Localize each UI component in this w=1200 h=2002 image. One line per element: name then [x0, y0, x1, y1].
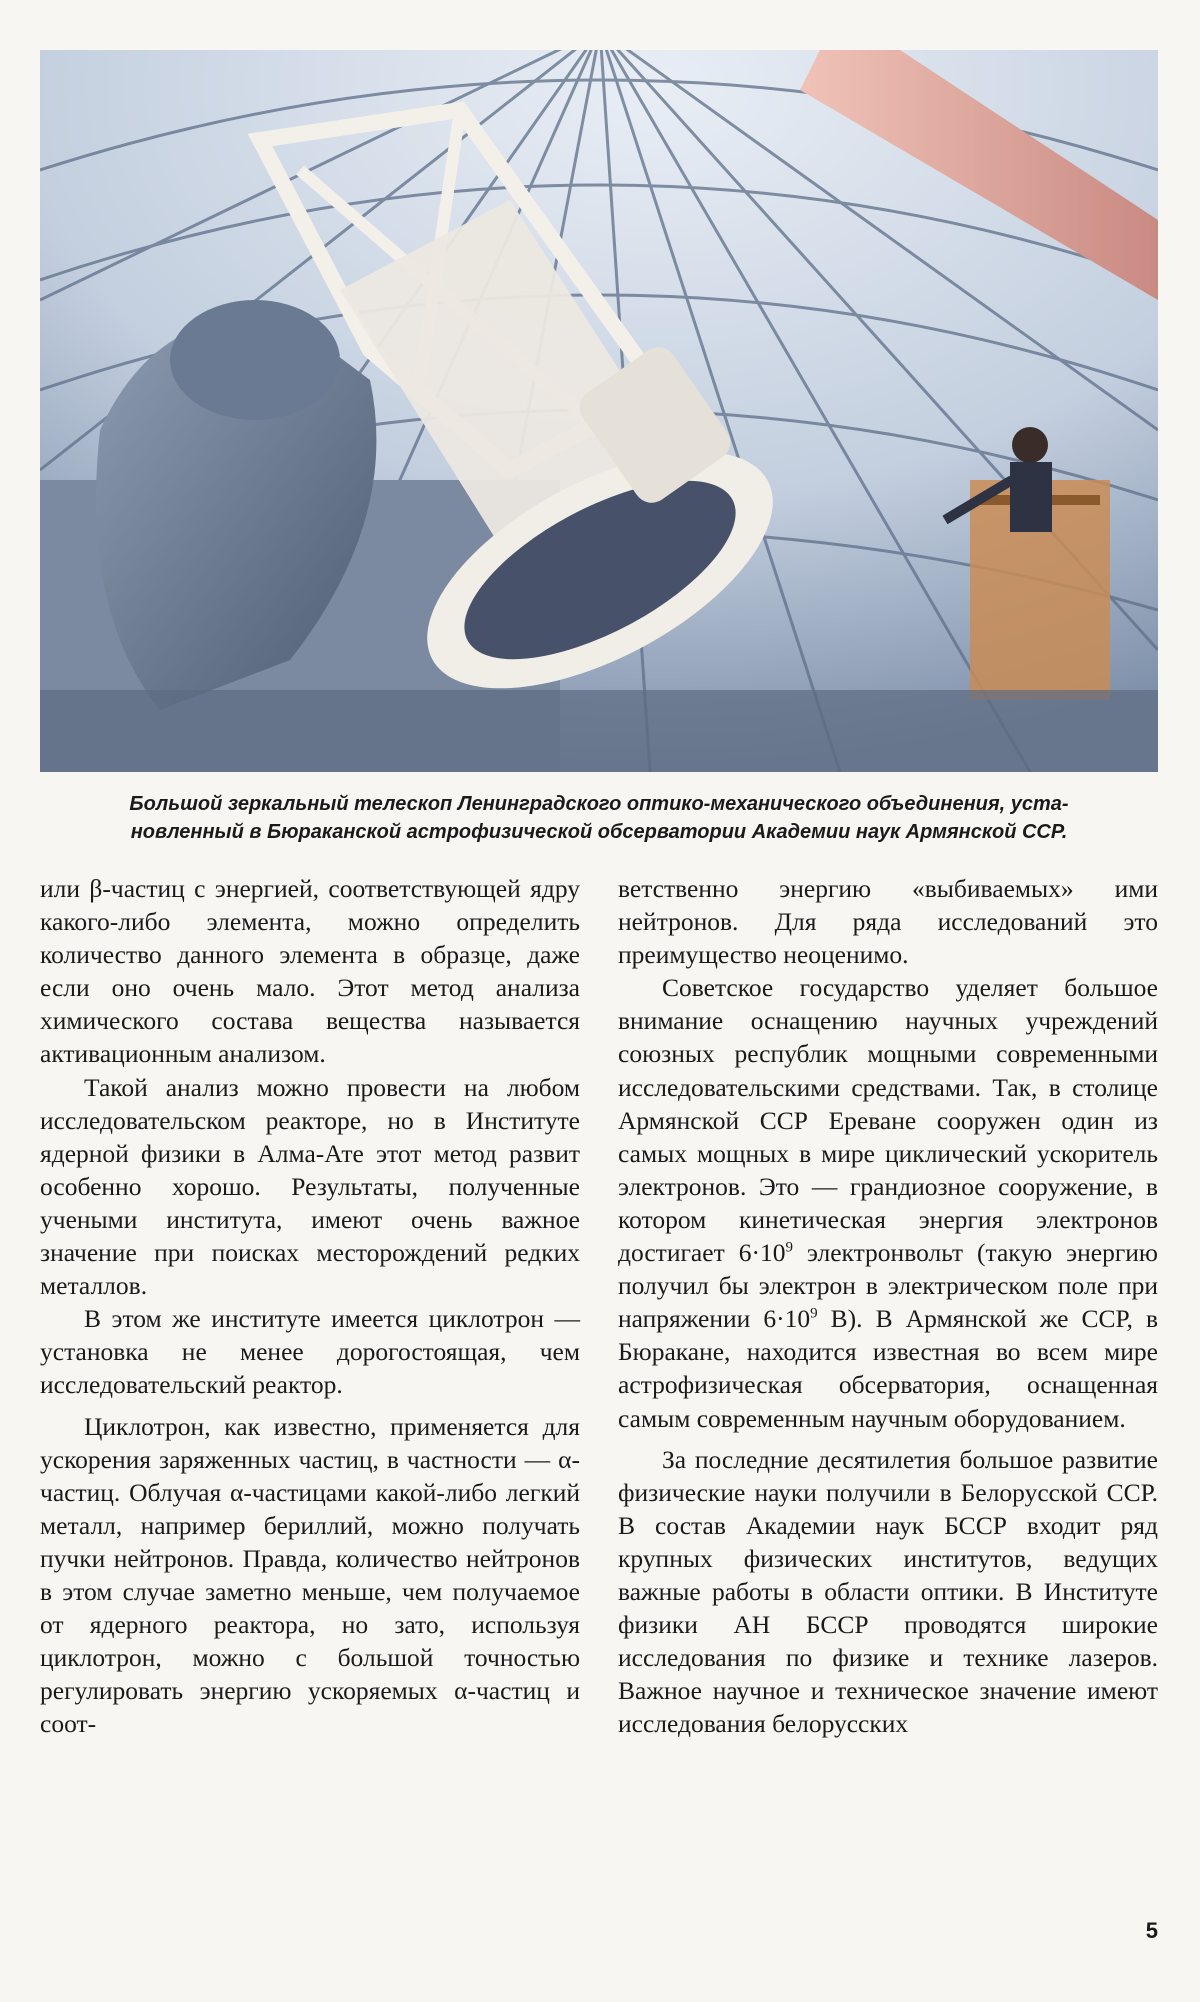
right-paragraph-2-part-b: электронвольт (такую энергию получил бы электрон в электрическом поле при напряжении 6·10 — [618, 1238, 1158, 1334]
right-column — [618, 872, 1158, 1740]
right-paragraph-1: ветственно энергию «выбиваемых» ими нейтронов. Для ряда исследований это преимущество неоценимо. — [618, 874, 1158, 970]
telescope-illustration — [40, 50, 1158, 772]
photo-caption — [40, 790, 1158, 846]
caption-line-1: Большой зеркальный телескоп Ленинградского оптико-механического объединения, уста- — [129, 793, 1069, 815]
telescope-photo — [40, 50, 1158, 772]
left-paragraph-1: или β-частиц с энергией, соответствующей ядру какого-либо элемента, можно определить количество данного элемента в образце, даже если оно очень мало. Этот метод анализа химического состава вещества называется активационным анализом. — [40, 874, 580, 1069]
left-paragraph-4: Циклотрон, как известно, применяется для ускорения заряженных частиц, в частности — α-частиц. Облучая α-частицами какой-либо легкий металл, например бериллий, можно получать пучки нейтронов. Правда, количество нейтронов в этом случае заметно меньше, чем получаемое от ядерного реактора, но зато, используя циклотрон, можно с большой точностью регулировать энергию ускоряемых α-частиц и соот- — [40, 1411, 580, 1739]
observer-body — [1010, 462, 1052, 532]
left-paragraph-3: В этом же институте имеется циклотрон — установка не менее дорогостоящая, чем исследовательский реактор. — [40, 1304, 580, 1400]
exponent-2: 9 — [810, 1305, 818, 1322]
caption-line-2: новленный в Бюраканской астрофизической обсерватории Академии наук Армянской ССР. — [130, 821, 1068, 843]
left-paragraph-2: Такой анализ можно провести на любом исследовательском реакторе, но в Институте ядерной физики в Алма-Ате этот метод развит особенно хорошо. Результаты, полученные учеными института, имеют очень важное значение при поисках месторождений редких металлов. — [40, 1072, 580, 1301]
right-paragraph-2-part-c: В). В Армянской же ССР, в Бюракане, находится известная во всем мире астрофизическая обсерватория, оснащенная самым современным научным оборудованием. — [618, 1304, 1158, 1433]
observer-head — [1012, 427, 1048, 463]
page-number: 5 — [1145, 1918, 1158, 1943]
right-paragraph-2 — [618, 971, 1158, 1434]
right-paragraph-3: За последние десятилетия большое развитие физические науки получили в Белорусской ССР. В состав Академии наук БССР входит ряд крупных физических институтов, ведущих важные работы в области оптики. В Институте физики АН БССР проводятся широкие исследования по физике и технике лазеров. Важное научное и техническое значение имеют исследования белорусских — [618, 1444, 1158, 1739]
right-paragraph-2-part-a: Советское государство уделяет большое внимание оснащению научных учреждений союзных республик мощными современными исследовательскими средствами. Так, в столице Армянской ССР Ереване сооружен один из самых мощных в мире циклический ускоритель электронов. Это — грандиозное сооружение, в котором кинетическая энергия электронов достигает 6·10 — [618, 973, 1158, 1268]
left-column — [40, 872, 580, 1740]
exponent-1: 9 — [785, 1239, 793, 1256]
